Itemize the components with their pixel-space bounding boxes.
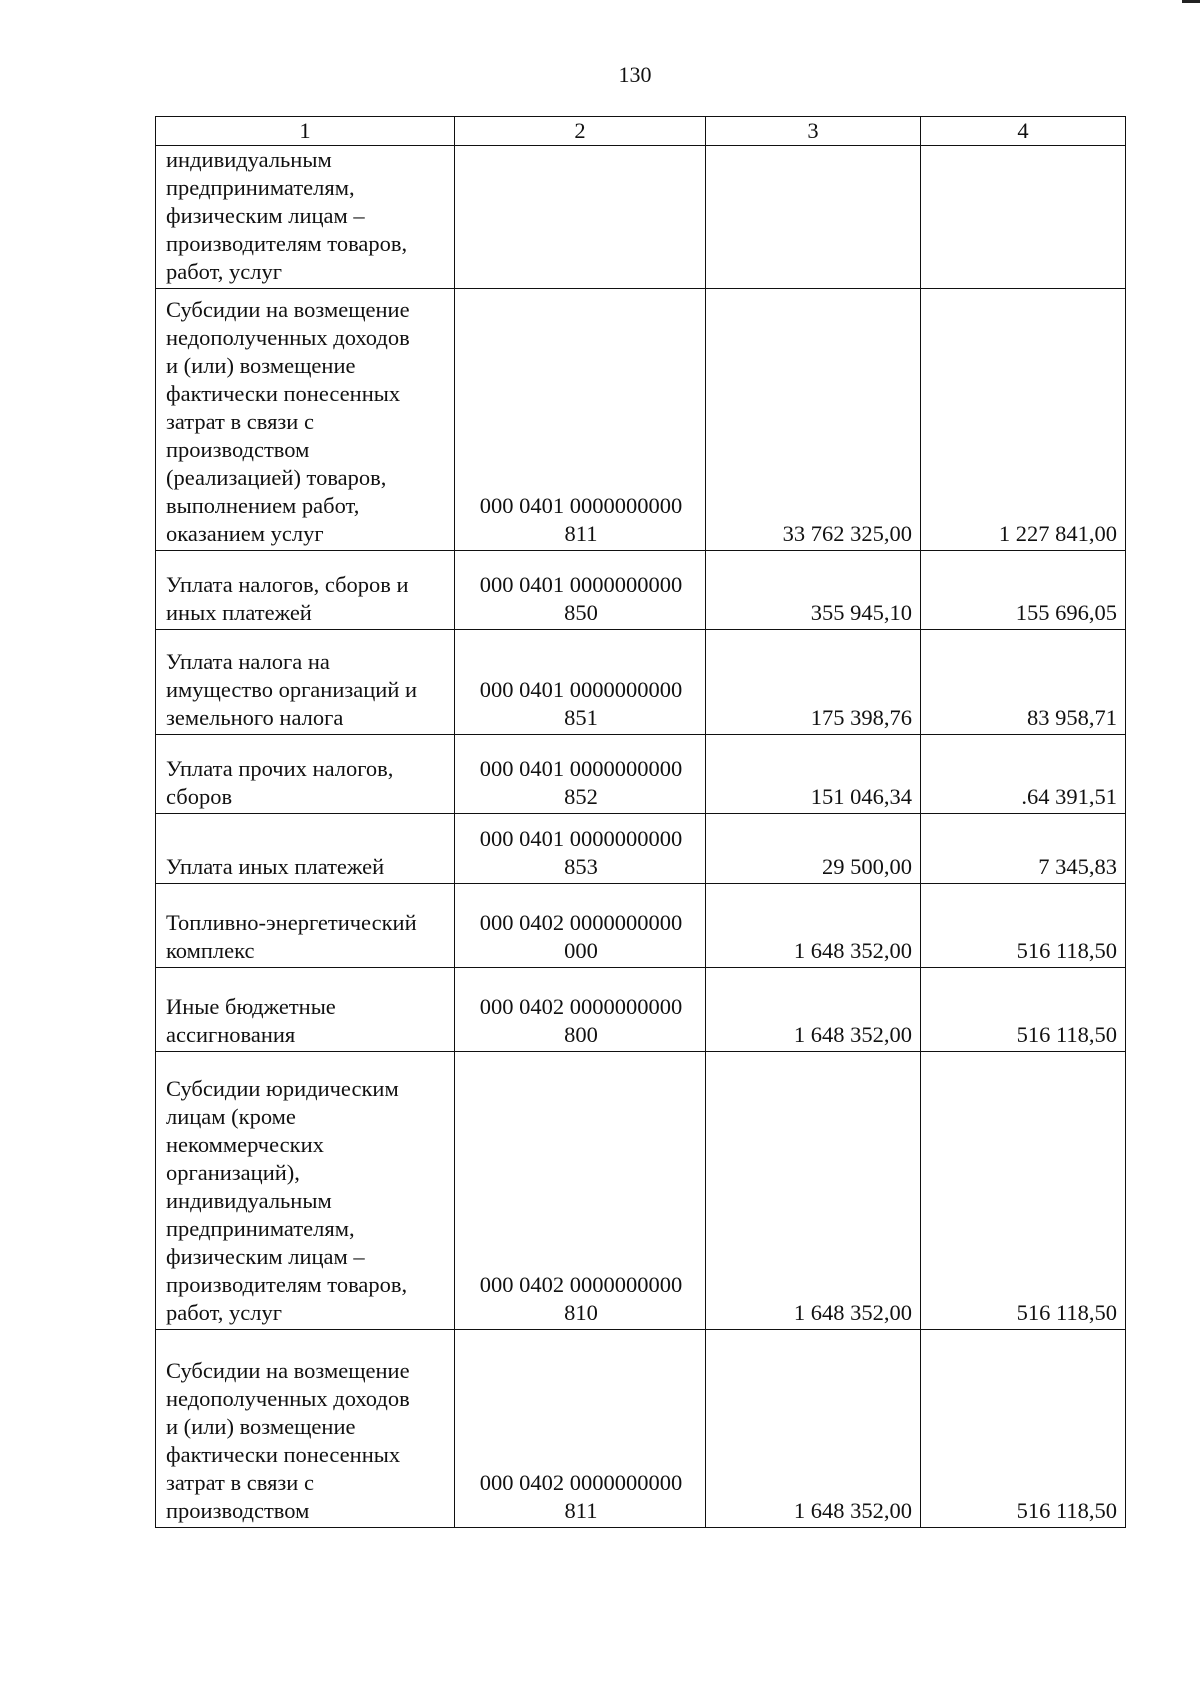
row-value3-cell: 1 648 352,00 [706, 968, 921, 1052]
row-name-line: некоммерческих [166, 1132, 324, 1157]
row-value4-cell: .64 391,51 [921, 735, 1126, 814]
table-row [156, 1330, 1126, 1528]
table-row [156, 968, 1126, 1052]
row-name-line: предпринимателям, [166, 175, 355, 200]
scan-edge-mark [1182, 0, 1200, 3]
row-value4-cell: 7 345,83 [921, 814, 1126, 884]
budget-table [155, 116, 1126, 1528]
row-code-line: 810 [564, 1300, 598, 1325]
row-name-line: работ, услуг [166, 259, 282, 284]
row-name-line: ассигнования [166, 1022, 296, 1047]
row-value4-cell: 516 118,50 [921, 968, 1126, 1052]
row-name-line: Уплата налогов, сборов и [166, 572, 409, 597]
row-code-line: 000 0401 0000000000 [479, 572, 683, 597]
row-code-line: 000 0401 0000000000 [479, 493, 683, 518]
row-name-line: производством [166, 1498, 310, 1523]
row-name-line: Субсидии на возмещение [166, 1358, 410, 1383]
row-code-line: 853 [564, 854, 598, 879]
row-name-line: Уплата налога на [166, 649, 330, 674]
row-name-line: и (или) возмещение [166, 1414, 356, 1439]
row-code-cell [455, 289, 706, 551]
row-name-line: предпринимателям, [166, 1216, 355, 1241]
row-value4-cell: 1 227 841,00 [921, 289, 1126, 551]
table-row [156, 551, 1126, 630]
row-name-line: лицам (кроме [166, 1104, 296, 1129]
row-code-cell [455, 146, 706, 289]
row-name-cell [156, 289, 455, 551]
column-header-2: 2 [455, 117, 706, 146]
row-code-line: 000 0402 0000000000 [479, 994, 683, 1019]
table-row [156, 735, 1126, 814]
row-name-line: производителям товаров, [166, 231, 408, 256]
row-code-line: 800 [564, 1022, 598, 1047]
table-row [156, 630, 1126, 735]
column-header-4: 4 [921, 117, 1126, 146]
row-code-line: 000 0401 0000000000 [479, 826, 683, 851]
row-name-line: работ, услуг [166, 1300, 282, 1325]
table-body [156, 146, 1126, 1528]
row-name-cell [156, 1330, 455, 1528]
row-name-cell [156, 551, 455, 630]
row-name-line: физическим лицам – [166, 1244, 365, 1269]
row-name-cell [156, 968, 455, 1052]
row-code-line: 000 0402 0000000000 [479, 1272, 683, 1297]
row-name-line: Иные бюджетные [166, 994, 336, 1019]
page-number: 130 [618, 62, 652, 87]
row-name-line: оказанием услуг [166, 521, 324, 546]
row-code-cell [455, 735, 706, 814]
row-name-line: затрат в связи с [166, 1470, 314, 1495]
row-value3-cell: 1 648 352,00 [706, 1052, 921, 1330]
row-name-line: недополученных доходов [166, 1386, 410, 1411]
row-code-line: 000 0402 0000000000 [479, 910, 683, 935]
row-name-line: производителям товаров, [166, 1272, 408, 1297]
row-name-line: фактически понесенных [166, 381, 401, 406]
row-name-cell [156, 146, 455, 289]
row-code-line: 811 [564, 521, 598, 546]
row-value3-cell: 1 648 352,00 [706, 1330, 921, 1528]
row-code-line: 850 [564, 600, 598, 625]
row-name-cell [156, 630, 455, 735]
row-value3-cell [706, 146, 921, 289]
row-code-cell [455, 1052, 706, 1330]
row-value4-cell: 83 958,71 [921, 630, 1126, 735]
row-name-line: фактически понесенных [166, 1442, 401, 1467]
row-name-line: (реализацией) товаров, [166, 465, 387, 490]
row-code-line: 851 [564, 705, 598, 730]
row-value4-cell: 516 118,50 [921, 1330, 1126, 1528]
table-row [156, 814, 1126, 884]
row-name-line: организаций), [166, 1160, 300, 1185]
row-code-line: 000 0401 0000000000 [479, 677, 683, 702]
row-code-cell [455, 884, 706, 968]
row-value3-cell: 355 945,10 [706, 551, 921, 630]
row-value3-cell: 175 398,76 [706, 630, 921, 735]
row-code-cell [455, 630, 706, 735]
row-name-line: индивидуальным [166, 147, 332, 172]
row-name-line: земельного налога [166, 705, 344, 730]
row-code-line: 852 [564, 784, 598, 809]
row-name-line: сборов [166, 784, 233, 809]
row-name-line: затрат в связи с [166, 409, 314, 434]
row-name-line: Уплата иных платежей [166, 854, 385, 879]
row-name-line: индивидуальным [166, 1188, 332, 1213]
row-code-cell [455, 551, 706, 630]
table-row [156, 289, 1126, 551]
table-row [156, 146, 1126, 289]
row-name-cell [156, 1052, 455, 1330]
row-code-cell [455, 814, 706, 884]
row-name-line: комплекс [166, 938, 255, 963]
row-name-line: имущество организаций и [166, 677, 418, 702]
row-value3-cell: 151 046,34 [706, 735, 921, 814]
row-name-line: физическим лицам – [166, 203, 365, 228]
row-code-line: 000 0401 0000000000 [479, 756, 683, 781]
row-name-line: и (или) возмещение [166, 353, 356, 378]
row-code-line: 000 [564, 938, 598, 963]
row-name-line: Уплата прочих налогов, [166, 756, 394, 781]
row-name-line: выполнением работ, [166, 493, 360, 518]
table-row [156, 1052, 1126, 1330]
row-value4-cell: 516 118,50 [921, 1052, 1126, 1330]
row-code-line: 000 0402 0000000000 [479, 1470, 683, 1495]
row-value3-cell: 1 648 352,00 [706, 884, 921, 968]
row-name-line: недополученных доходов [166, 325, 410, 350]
row-value3-cell: 29 500,00 [706, 814, 921, 884]
row-name-cell [156, 735, 455, 814]
row-name-cell [156, 884, 455, 968]
column-header-1: 1 [156, 117, 455, 146]
table-row [156, 884, 1126, 968]
row-code-cell [455, 1330, 706, 1528]
row-value3-cell: 33 762 325,00 [706, 289, 921, 551]
row-name-line: иных платежей [166, 600, 312, 625]
row-code-cell [455, 968, 706, 1052]
column-header-3: 3 [706, 117, 921, 146]
row-code-line: 811 [564, 1498, 598, 1523]
row-name-line: Топливно-энергетический [166, 910, 417, 935]
row-name-line: производством [166, 437, 310, 462]
row-name-line: Субсидии на возмещение [166, 297, 410, 322]
row-name-line: Субсидии юридическим [166, 1076, 399, 1101]
row-value4-cell [921, 146, 1126, 289]
table-header-row [156, 117, 1126, 146]
row-name-cell [156, 814, 455, 884]
row-value4-cell: 516 118,50 [921, 884, 1126, 968]
row-value4-cell: 155 696,05 [921, 551, 1126, 630]
